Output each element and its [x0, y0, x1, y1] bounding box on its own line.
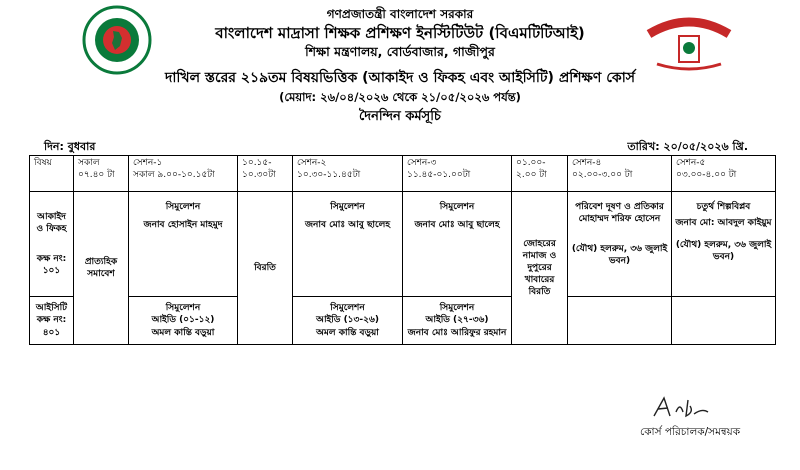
day-label: দিন: বুধবার: [44, 140, 96, 153]
date-label: তারিখ: ২০/০৫/২০২৬ খ্রি.: [627, 140, 748, 153]
header-session-5: সেশন-৫ ০৩.০০-৪.০০ টা: [672, 156, 776, 192]
table-row: [30, 192, 776, 297]
ministry-address: শিক্ষা মন্ত্রণালয়, বোর্ডবাজার, গাজীপুর: [305, 44, 495, 59]
institute-title: বাংলাদেশ মাদ্রাসা শিক্ষক প্রশিক্ষণ ইনস্টিটিউট (বিএমটিটিআই): [215, 24, 585, 42]
ict-session-1-cell: সিমুলেশন আইডি (০১-১২) অমল কান্তি বড়ুয়া: [129, 297, 238, 345]
morning-assembly-cell: প্রাত্যহিক সমাবেশ: [74, 192, 129, 345]
schedule-table: [29, 155, 776, 345]
empty-cell: [672, 297, 776, 345]
table-row: [30, 297, 776, 345]
session-3-cell: সিমুলেশন জনাব মোঃ আবু ছালেহ: [403, 192, 512, 297]
table-header-row: [30, 156, 776, 192]
header-break: ১০.১৫- ১০.৩০টা: [238, 156, 293, 192]
header-lunch: ০১.০০- ২.০০ টা: [512, 156, 568, 192]
session-4-cell: পরিবেশ দূষণ ও প্রতিকার মোহাম্মদ শরিফ হোসেন (যৌথ) হলরুম, ৩৬ জুলাই ভবন): [568, 192, 672, 297]
header-session-4: সেশন-৪ ০২.০০-৩.০০ টা: [568, 156, 672, 192]
ict-session-3-cell: সিমুলেশন আইডি (২৭-৩৬) জনাব মোঃ আরিফুর রহমান: [403, 297, 512, 345]
subject-cell-aqaid: আকাইদ ও ফিকহ কক্ষ নং: ১০১: [30, 192, 74, 297]
ict-session-2-cell: সিমুলেশন আইডি (১৩-২৬) অমল কান্তি বড়ুয়া: [293, 297, 403, 345]
header-morning: সকাল ০৭.৪০ টা: [74, 156, 129, 192]
signature-role: কোর্স পরিচালক/সমন্বয়ক: [639, 426, 741, 438]
subject-cell-ict: আইসিটি কক্ষ নং: ৪০১: [30, 297, 74, 345]
course-duration: (মেয়াদ: ২৬/০৪/২০২৬ থেকে ২১/০৫/২০২৬ পর্যন্ত): [279, 90, 521, 104]
header-session-2: সেশন-২ ১০.৩০-১১.৪৫টা: [293, 156, 403, 192]
session-5-cell: চতুর্থ শিল্পবিপ্লব জনাব মো: আবদুল কাইয়ুম (যৌথ) হলরুম, ৩৬ জুলাই ভবন): [672, 192, 776, 297]
header-session-3: সেশন-৩ ১১.৪৫-০১.০০টা: [403, 156, 512, 192]
header-session-1: সেশন-১ সকাল ৯.০০-১০.১৫টা: [129, 156, 238, 192]
course-title: দাখিল স্তরের ২১৯তম বিষয়ভিত্তিক (আকাইদ ও ফিকহ এবং আইসিটি) প্রশিক্ষণ কোর্স: [164, 70, 636, 86]
header-subject: বিষয়: [30, 156, 74, 192]
lunch-break-cell: জোহরের নামাজ ও দুপুরের খাবারের বিরতি: [512, 192, 568, 345]
signature: [650, 394, 710, 422]
government-title: গণপ্রজাতন্ত্রী বাংলাদেশ সরকার: [326, 7, 474, 21]
session-1-cell: সিমুলেশন জনাব হোসাইন মাহমুদ: [129, 192, 238, 297]
session-2-cell: সিমুলেশন জনাব মোঃ আবু ছালেহ: [293, 192, 403, 297]
schedule-title: দৈনন্দিন কর্মসূচি: [359, 109, 441, 124]
break-cell: বিরতি: [238, 192, 293, 345]
empty-cell: [568, 297, 672, 345]
